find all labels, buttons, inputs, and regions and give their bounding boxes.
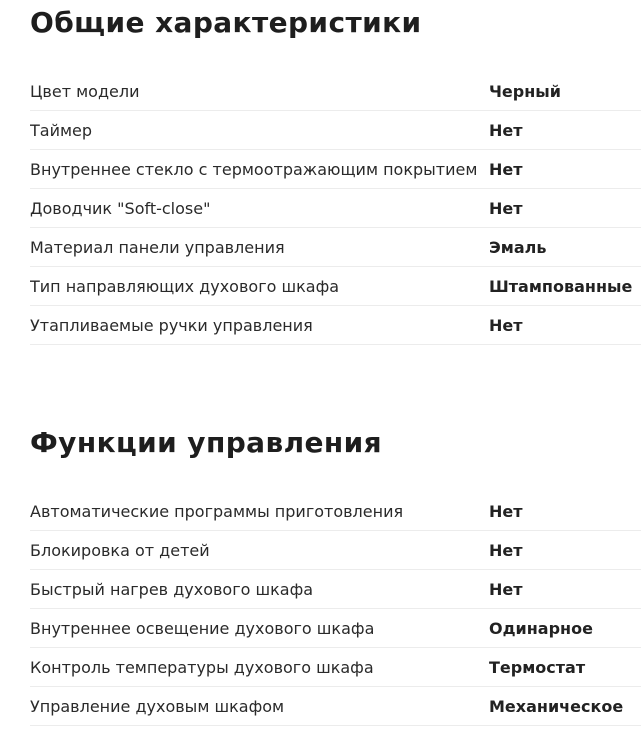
spec-label: Автоматические программы приготовления bbox=[30, 501, 404, 521]
spec-row bbox=[30, 306, 641, 345]
spec-row bbox=[30, 570, 641, 609]
spec-value: Нет bbox=[489, 501, 523, 521]
spec-label: Управление духовым шкафом bbox=[30, 696, 285, 716]
spec-value: Нет bbox=[489, 315, 523, 335]
spec-label: Таймер bbox=[30, 120, 93, 140]
spec-label: Тип направляющих духового шкафа bbox=[30, 276, 340, 296]
spec-row bbox=[30, 189, 641, 228]
spec-value: Нет bbox=[489, 579, 523, 599]
general-specs-section bbox=[30, 4, 641, 345]
spec-value: Штампованные bbox=[489, 276, 633, 296]
spec-label: Внутреннее освещение духового шкафа bbox=[30, 618, 375, 638]
spec-row bbox=[30, 72, 641, 111]
spec-row bbox=[30, 687, 641, 726]
spec-row bbox=[30, 111, 641, 150]
section-title: Общие характеристики bbox=[30, 6, 422, 39]
spec-label: Блокировка от детей bbox=[30, 540, 210, 560]
spec-row bbox=[30, 228, 641, 267]
spec-value: Механическое bbox=[489, 696, 624, 716]
section-title: Функции управления bbox=[30, 426, 383, 459]
spec-row bbox=[30, 648, 641, 687]
spec-label: Цвет модели bbox=[30, 81, 140, 101]
spec-row bbox=[30, 531, 641, 570]
spec-label: Быстрый нагрев духового шкафа bbox=[30, 579, 314, 599]
spec-row bbox=[30, 609, 641, 648]
spec-value: Нет bbox=[489, 540, 523, 560]
spec-value: Черный bbox=[489, 81, 561, 101]
spec-list bbox=[30, 492, 641, 726]
control-functions-section bbox=[30, 424, 641, 726]
spec-label: Внутреннее стекло с термоотражающим покрытием bbox=[30, 159, 478, 179]
spec-list bbox=[30, 72, 641, 345]
spec-value: Нет bbox=[489, 120, 523, 140]
spec-row bbox=[30, 492, 641, 531]
spec-value: Эмаль bbox=[489, 237, 547, 257]
spec-value: Нет bbox=[489, 159, 523, 179]
spec-label: Контроль температуры духового шкафа bbox=[30, 657, 374, 677]
spec-value: Нет bbox=[489, 198, 523, 218]
spec-label: Материал панели управления bbox=[30, 237, 285, 257]
spec-value: Одинарное bbox=[489, 618, 593, 638]
spec-value: Термостат bbox=[489, 657, 586, 677]
spec-row bbox=[30, 267, 641, 306]
spec-row bbox=[30, 150, 641, 189]
spec-label: Доводчик "Soft-close" bbox=[30, 198, 211, 218]
spec-label: Утапливаемые ручки управления bbox=[30, 315, 313, 335]
